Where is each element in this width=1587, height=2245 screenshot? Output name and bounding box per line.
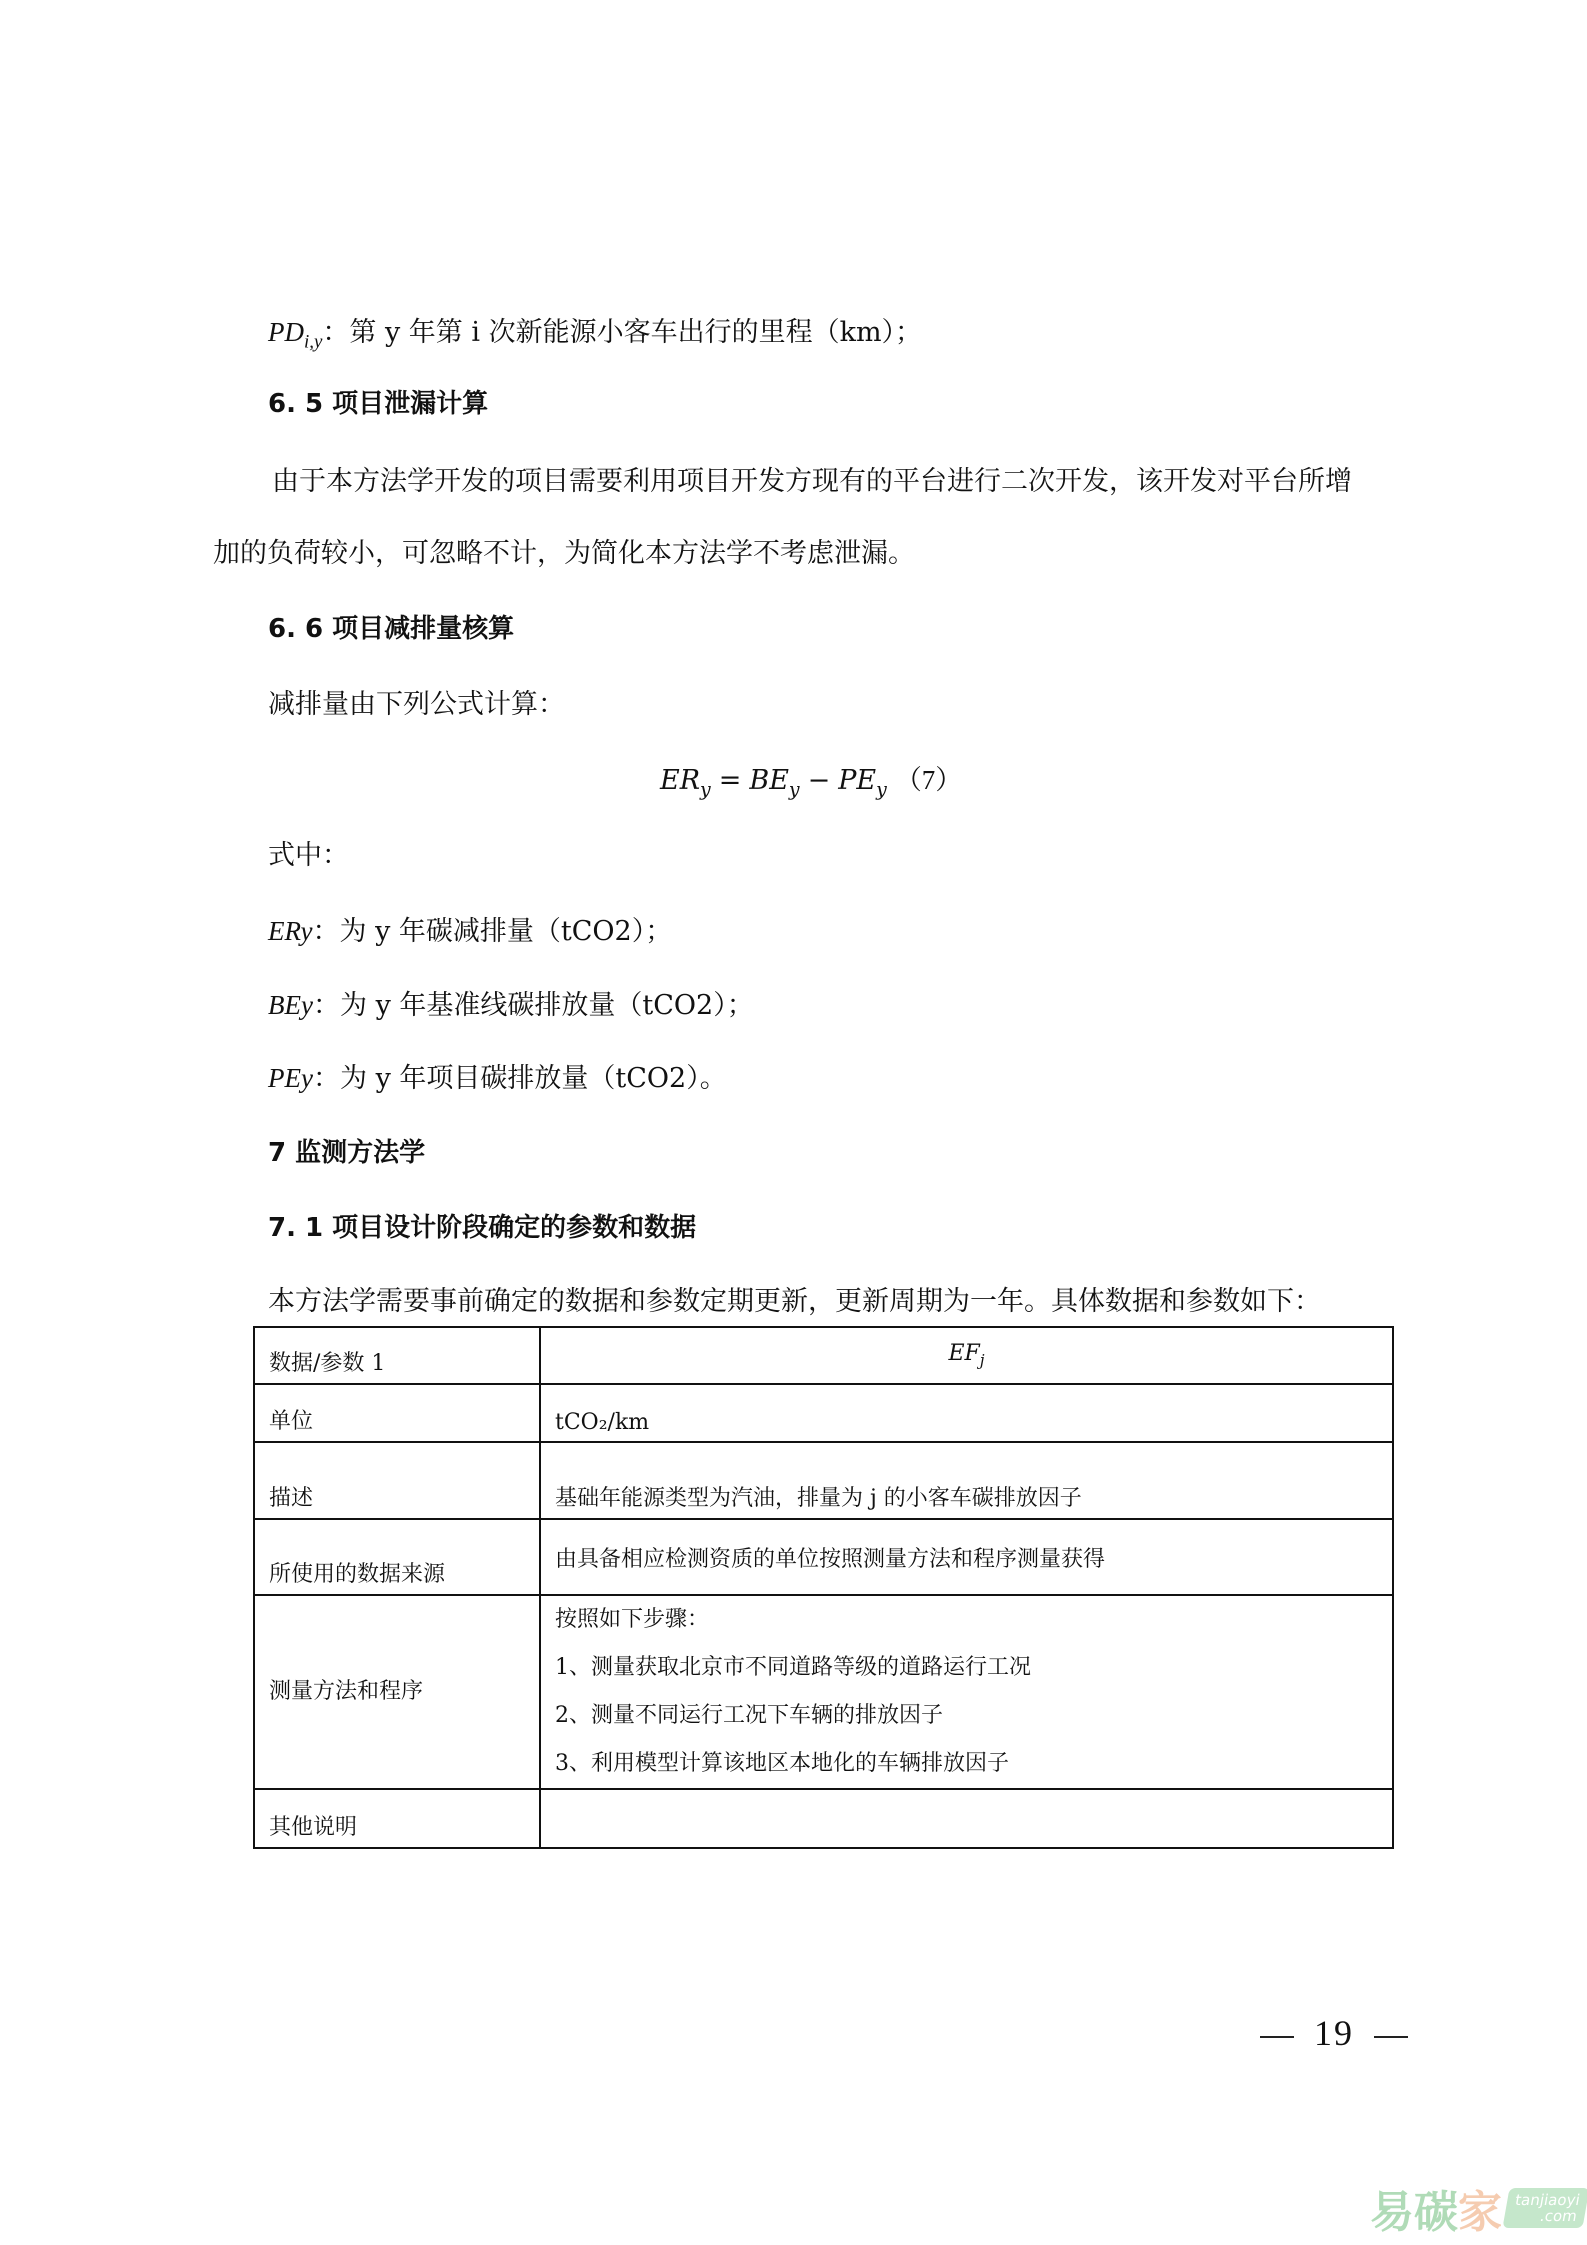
table-key: 其他说明 [254, 1789, 540, 1848]
pd-definition [268, 312, 922, 363]
table-row [254, 1595, 1393, 1789]
table-intro: 本方法学需要事前确定的数据和参数定期更新，更新周期为一年。具体数据和参数如下： [268, 1286, 1321, 1317]
step-3: 3、利用模型计算该地区本地化的车辆排放因子 [555, 1751, 1009, 1776]
table-row [254, 1327, 1393, 1384]
definition-bey: BEy：为 y 年基准线碳排放量（tCO2）； [268, 990, 754, 1021]
table-value: tCO₂/km [540, 1384, 1393, 1442]
table-row [254, 1384, 1393, 1442]
table-value: 由具备相应检测资质的单位按照测量方法和程序测量获得 [540, 1519, 1393, 1595]
table-row [254, 1519, 1393, 1595]
heading-6-5: 6. 5 项目泄漏计算 [268, 389, 489, 419]
dash-left [1260, 2036, 1294, 2038]
table-key: 描述 [254, 1442, 540, 1519]
definition-ery: ERy：为 y 年碳减排量（tCO2）； [268, 916, 673, 947]
page-number: 19 [1240, 2012, 1428, 2054]
pd-variable: $PD_{i,y}$ [268, 317, 323, 353]
parameter-table [253, 1326, 1394, 1849]
table-key: 所使用的数据来源 [254, 1519, 540, 1595]
heading-7-1: 7. 1 项目设计阶段确定的参数和数据 [268, 1213, 697, 1243]
table-value: $EF_j$ [540, 1327, 1393, 1384]
pd-text: ：第 y 年第 i 次新能源小客车出行的里程（km）； [322, 317, 923, 348]
watermark-logo: 易碳 家 tanjiaoyi .com [1370, 2182, 1586, 2234]
heading-6-6: 6. 6 项目减排量核算 [268, 614, 515, 644]
dash-right [1374, 2036, 1408, 2038]
table-value: 基础年能源类型为汽油，排量为 j 的小客车碳排放因子 [540, 1442, 1393, 1519]
leakage-paragraph-line1: 由于本方法学开发的项目需要利用项目开发方现有的平台进行二次开发，该开发对平台所增 [272, 466, 1352, 497]
leakage-paragraph-line2: 加的负荷较小，可忽略不计，为简化本方法学不考虑泄漏。 [213, 538, 915, 569]
table-row [254, 1789, 1393, 1848]
table-key: 单位 [254, 1384, 540, 1442]
watermark-badge: tanjiaoyi .com [1502, 2188, 1587, 2228]
step-2: 2、测量不同运行工况下车辆的排放因子 [555, 1703, 943, 1728]
table-key: 测量方法和程序 [254, 1595, 540, 1789]
definition-pey: PEy：为 y 年项目碳排放量（tCO2）。 [268, 1063, 727, 1094]
table-value [540, 1789, 1393, 1848]
step-1: 1、测量获取北京市不同道路等级的道路运行工况 [555, 1655, 1031, 1680]
formula-7: $ER_y = BE_y - PE_y$ （7） [660, 765, 963, 801]
table-row [254, 1442, 1393, 1519]
where-label: 式中： [268, 840, 349, 871]
step-intro: 按照如下步骤： [555, 1607, 710, 1632]
table-key: 数据/参数 1 [254, 1327, 540, 1384]
heading-7: 7 监测方法学 [268, 1138, 426, 1168]
table-value-steps [540, 1595, 1393, 1789]
formula-intro: 减排量由下列公式计算： [268, 689, 565, 720]
